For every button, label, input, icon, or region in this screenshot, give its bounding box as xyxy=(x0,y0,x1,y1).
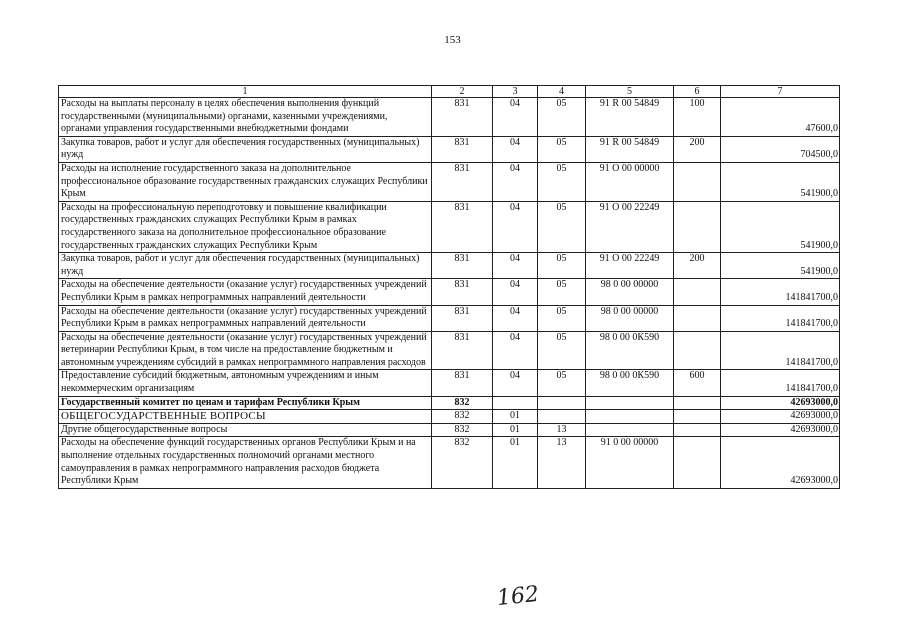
expense-type-code: 100 xyxy=(674,98,721,137)
amount: 541900,0 xyxy=(721,162,840,201)
ministry-code: 831 xyxy=(432,279,493,305)
amount: 141841700,0 xyxy=(721,370,840,396)
amount: 42693000,0 xyxy=(721,396,840,410)
subsection-code: 05 xyxy=(538,253,586,279)
section-code: 04 xyxy=(493,98,538,137)
ministry-code: 831 xyxy=(432,253,493,279)
table-row xyxy=(59,253,840,279)
section-code: 04 xyxy=(493,305,538,331)
target-article-code xyxy=(586,396,674,410)
target-article-code: 91 О 00 22249 xyxy=(586,201,674,252)
row-name: Расходы на обеспечение деятельности (оказание услуг) государственных учреждений Республики Крым в рамках непрограммных направлений деятельности xyxy=(59,279,432,305)
section-code: 04 xyxy=(493,201,538,252)
ministry-code: 832 xyxy=(432,396,493,410)
section-code: 04 xyxy=(493,136,538,162)
row-name: Закупка товаров, работ и услуг для обеспечения государственных (муниципальных) нужд xyxy=(59,253,432,279)
expense-type-code xyxy=(674,410,721,424)
subsection-code: 05 xyxy=(538,305,586,331)
row-name: Государственный комитет по ценам и тарифам Республики Крым xyxy=(59,396,432,410)
expense-type-code xyxy=(674,423,721,437)
amount: 42693000,0 xyxy=(721,410,840,424)
row-name: Расходы на исполнение государственного заказа на дополнительное профессиональное образование государственных гражданских служащих Республики Крым xyxy=(59,162,432,201)
target-article-code: 91 О 00 22249 xyxy=(586,253,674,279)
table-header-row xyxy=(59,86,840,98)
ministry-code: 832 xyxy=(432,423,493,437)
header-cell: 6 xyxy=(674,86,721,98)
section-code: 01 xyxy=(493,437,538,488)
section-code: 01 xyxy=(493,410,538,424)
ministry-code: 831 xyxy=(432,370,493,396)
amount: 42693000,0 xyxy=(721,437,840,488)
row-name: Другие общегосударственные вопросы xyxy=(59,423,432,437)
amount: 141841700,0 xyxy=(721,305,840,331)
ministry-code: 831 xyxy=(432,201,493,252)
subsection-code: 13 xyxy=(538,423,586,437)
header-cell: 3 xyxy=(493,86,538,98)
handwritten-page-number: 162 xyxy=(495,581,541,612)
target-article-code xyxy=(586,410,674,424)
table-row xyxy=(59,201,840,252)
target-article-code: 91 0 00 00000 xyxy=(586,437,674,488)
row-name: Расходы на выплаты персоналу в целях обеспечения выполнения функций государственными (муниципальными) органами, казенными учреждениями, органами управления государственными внебюджетными фондами xyxy=(59,98,432,137)
target-article-code xyxy=(586,423,674,437)
table-row xyxy=(59,279,840,305)
section-code: 04 xyxy=(493,279,538,305)
table-row xyxy=(59,437,840,488)
header-cell: 4 xyxy=(538,86,586,98)
subsection-code: 05 xyxy=(538,98,586,137)
ministry-code: 831 xyxy=(432,331,493,370)
section-code xyxy=(493,396,538,410)
table-row xyxy=(59,162,840,201)
row-name: Расходы на обеспечение деятельности (оказание услуг) государственных учреждений ветеринарии Республики Крым, в том числе на предоставление бюджетным и автономным учреждениям субсидий в рамках непрограммного направления расходов xyxy=(59,331,432,370)
expense-type-code xyxy=(674,437,721,488)
target-article-code: 91 R 00 54849 xyxy=(586,136,674,162)
target-article-code: 98 0 00 00000 xyxy=(586,279,674,305)
ministry-code: 832 xyxy=(432,437,493,488)
expense-type-code xyxy=(674,279,721,305)
header-cell: 2 xyxy=(432,86,493,98)
subsection-code: 13 xyxy=(538,437,586,488)
table-row xyxy=(59,98,840,137)
ministry-code: 831 xyxy=(432,136,493,162)
table-row xyxy=(59,305,840,331)
target-article-code: 91 О 00 00000 xyxy=(586,162,674,201)
subsection-code: 05 xyxy=(538,279,586,305)
amount: 704500,0 xyxy=(721,136,840,162)
expense-type-code xyxy=(674,201,721,252)
section-code: 01 xyxy=(493,423,538,437)
table-row xyxy=(59,423,840,437)
subsection-code xyxy=(538,396,586,410)
expense-type-code: 600 xyxy=(674,370,721,396)
section-code: 04 xyxy=(493,253,538,279)
ministry-code: 832 xyxy=(432,410,493,424)
subsection-code: 05 xyxy=(538,331,586,370)
row-name: Предоставление субсидий бюджетным, автономным учреждениям и иным некоммерческим организациям xyxy=(59,370,432,396)
expense-type-code xyxy=(674,331,721,370)
ministry-code: 831 xyxy=(432,162,493,201)
subsection-code: 05 xyxy=(538,136,586,162)
expense-type-code xyxy=(674,305,721,331)
section-code: 04 xyxy=(493,331,538,370)
row-name: ОБЩЕГОСУДАРСТВЕННЫЕ ВОПРОСЫ xyxy=(59,410,432,424)
amount: 541900,0 xyxy=(721,201,840,252)
amount: 541900,0 xyxy=(721,253,840,279)
table-row xyxy=(59,396,840,410)
amount: 47600,0 xyxy=(721,98,840,137)
ministry-code: 831 xyxy=(432,305,493,331)
expense-type-code xyxy=(674,396,721,410)
header-cell: 7 xyxy=(721,86,840,98)
subsection-code: 05 xyxy=(538,201,586,252)
target-article-code: 91 R 00 54849 xyxy=(586,98,674,137)
subsection-code xyxy=(538,410,586,424)
header-cell: 1 xyxy=(59,86,432,98)
expense-type-code: 200 xyxy=(674,253,721,279)
amount: 141841700,0 xyxy=(721,279,840,305)
row-name: Расходы на обеспечение деятельности (оказание услуг) государственных учреждений Республики Крым в рамках непрограммных направлений деятельности xyxy=(59,305,432,331)
section-code: 04 xyxy=(493,162,538,201)
amount: 42693000,0 xyxy=(721,423,840,437)
target-article-code: 98 0 00 00000 xyxy=(586,305,674,331)
table-row xyxy=(59,331,840,370)
subsection-code: 05 xyxy=(538,370,586,396)
table-row xyxy=(59,136,840,162)
row-name: Расходы на профессиональную переподготовку и повышение квалификации государственных гражданских служащих Республики Крым в рамках государственного заказа на дополнительное профессиональное образование государственных гражданских служащих Республики Крым xyxy=(59,201,432,252)
row-name: Расходы на обеспечение функций государственных органов Республики Крым и на выполнение отдельных государственных полномочий органами местного самоуправления в рамках непрограммного направления расходов бюджета Республики Крым xyxy=(59,437,432,488)
header-cell: 5 xyxy=(586,86,674,98)
row-name: Закупка товаров, работ и услуг для обеспечения государственных (муниципальных) нужд xyxy=(59,136,432,162)
table-row xyxy=(59,370,840,396)
amount: 141841700,0 xyxy=(721,331,840,370)
target-article-code: 98 0 00 0К590 xyxy=(586,370,674,396)
ministry-code: 831 xyxy=(432,98,493,137)
section-code: 04 xyxy=(493,370,538,396)
table-row xyxy=(59,410,840,424)
target-article-code: 98 0 00 0К590 xyxy=(586,331,674,370)
expense-type-code: 200 xyxy=(674,136,721,162)
page-number: 153 xyxy=(444,34,461,46)
expense-type-code xyxy=(674,162,721,201)
budget-table xyxy=(58,85,840,489)
subsection-code: 05 xyxy=(538,162,586,201)
